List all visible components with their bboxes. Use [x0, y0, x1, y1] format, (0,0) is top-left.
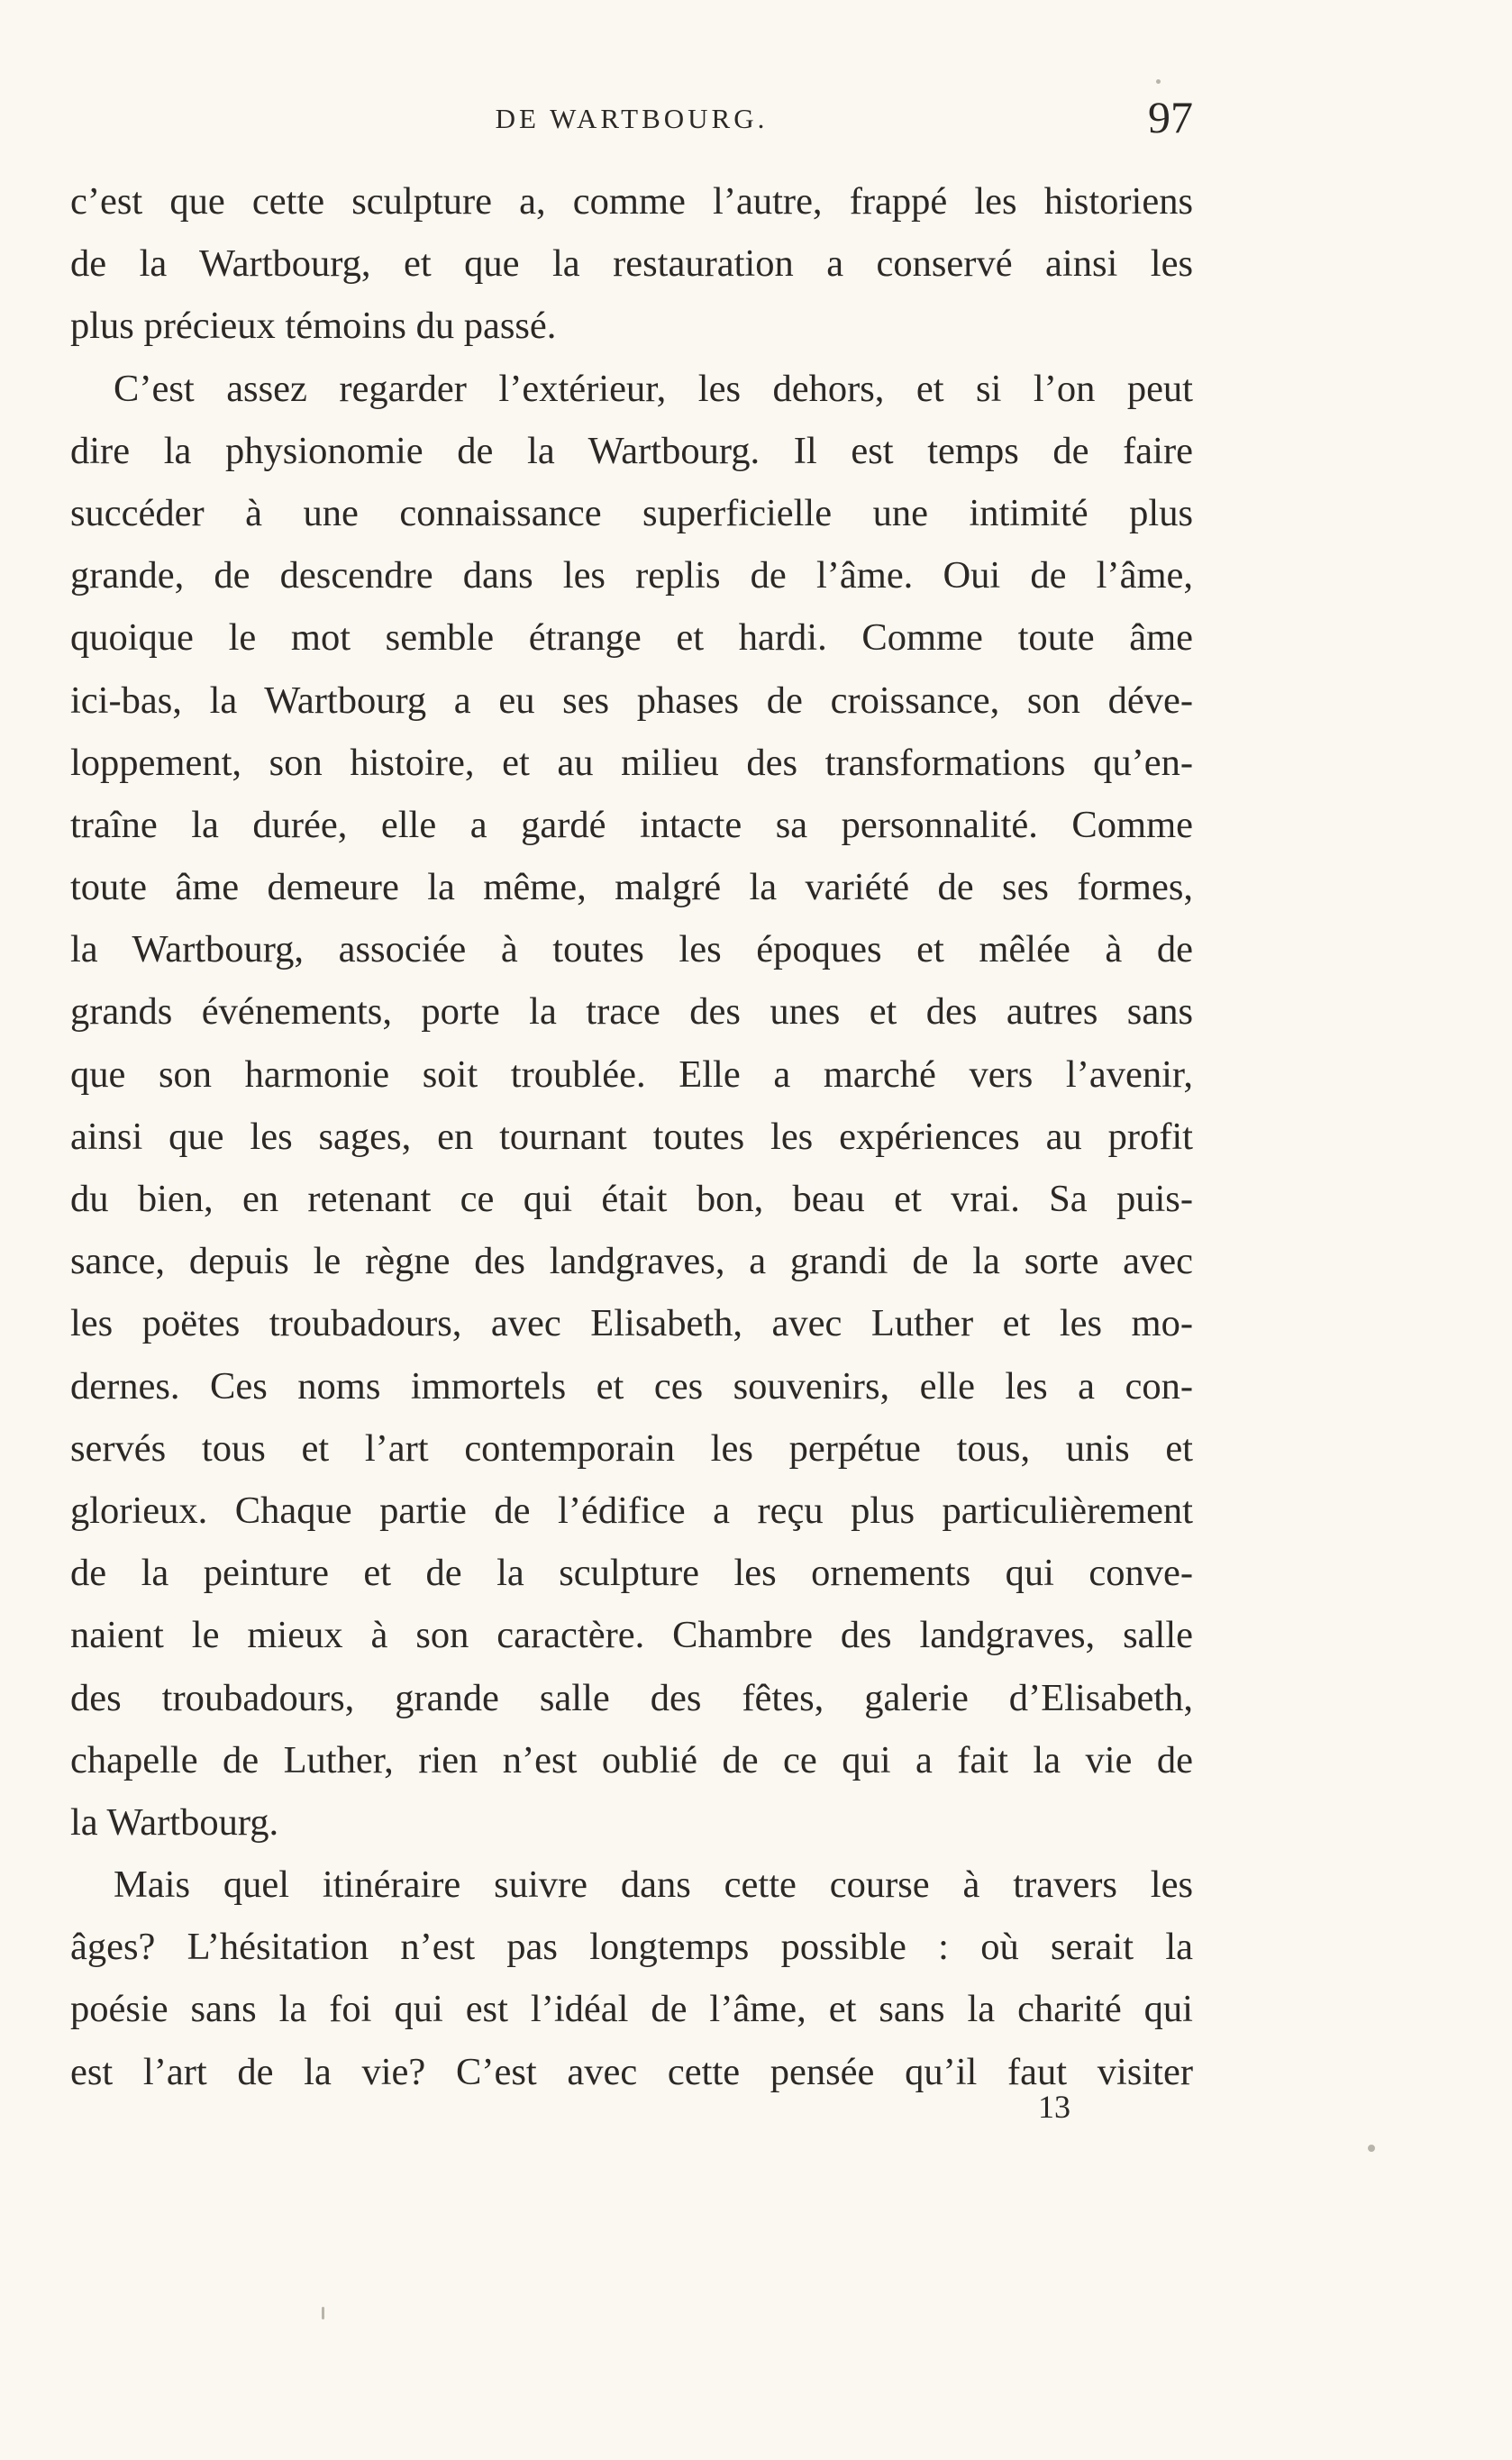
text-line: est l’art de la vie? C’est avec cette pensée qu’il faut visiter — [70, 2050, 1193, 2093]
text-line: loppement, son histoire, et au milieu des transformations qu’en- — [70, 741, 1193, 784]
text-line: dire la physionomie de la Wartbourg. Il est temps de faire — [70, 429, 1193, 472]
text-line: servés tous et l’art contemporain les perpétue tous, unis et — [70, 1426, 1193, 1470]
signature-mark: 13 — [1038, 2089, 1070, 2125]
text-line: Mais quel itinéraire suivre dans cette course à travers les — [114, 1863, 1193, 1907]
text-line: les poëtes troubadours, avec Elisabeth, avec Luther et les mo- — [70, 1302, 1193, 1345]
running-title: DE WARTBOURG. — [495, 103, 769, 134]
paper-speck — [322, 2307, 324, 2319]
text-line: chapelle de Luther, rien n’est oublié de ce qui a fait la vie de — [70, 1738, 1193, 1781]
body-text — [70, 170, 1193, 2103]
paper-speck — [1156, 79, 1161, 84]
text-line: que son harmonie soit troublée. Elle a marché vers l’avenir, — [70, 1052, 1193, 1096]
text-line: poésie sans la foi qui est l’idéal de l’âme, et sans la charité qui — [70, 1988, 1193, 2031]
text-line: toute âme demeure la même, malgré la variété de ses formes, — [70, 866, 1193, 909]
text-line: sance, depuis le règne des landgraves, a grandi de la sorte avec — [70, 1240, 1193, 1283]
text-line: du bien, en retenant ce qui était bon, beau et vrai. Sa puis- — [70, 1178, 1193, 1220]
running-head — [70, 90, 1193, 153]
text-line: plus précieux témoins du passé. — [70, 305, 557, 348]
text-line: dernes. Ces noms immortels et ces souvenirs, elle les a con- — [70, 1364, 1193, 1408]
text-line: de la Wartbourg, et que la restauration a conservé ainsi les — [70, 242, 1193, 286]
paper-speck — [1368, 2145, 1375, 2152]
page-number: 97 — [1148, 92, 1193, 142]
text-line: la Wartbourg, associée à toutes les époques et mêlée à de — [70, 928, 1193, 971]
text-line: C’est assez regarder l’extérieur, les dehors, et si l’on peut — [114, 367, 1193, 410]
text-line: la Wartbourg. — [70, 1800, 279, 1844]
text-line: c’est que cette sculpture a, comme l’autre, frappé les historiens — [70, 180, 1193, 223]
text-line: glorieux. Chaque partie de l’édifice a reçu plus particulièrement — [70, 1489, 1193, 1532]
text-line: ainsi que les sages, en tournant toutes les expériences au profit — [70, 1115, 1193, 1158]
text-line: grands événements, porte la trace des unes et des autres sans — [70, 990, 1193, 1034]
text-line: des troubadours, grande salle des fêtes, galerie d’Elisabeth, — [70, 1676, 1193, 1719]
text-line: âges? L’hésitation n’est pas longtemps possible : où serait la — [70, 1926, 1193, 1969]
text-line: naient le mieux à son caractère. Chambre des landgraves, salle — [70, 1614, 1193, 1657]
text-line: succéder à une connaissance superficielle une intimité plus — [70, 491, 1193, 534]
text-line: de la peinture et de la sculpture les ornements qui conve- — [70, 1552, 1193, 1595]
text-line: grande, de descendre dans les replis de l’âme. Oui de l’âme, — [70, 554, 1193, 597]
text-line: ici-bas, la Wartbourg a eu ses phases de croissance, son déve- — [70, 679, 1193, 722]
text-line: traîne la durée, elle a gardé intacte sa personnalité. Comme — [70, 803, 1193, 846]
text-line: quoique le mot semble étrange et hardi. Comme toute âme — [70, 616, 1193, 660]
